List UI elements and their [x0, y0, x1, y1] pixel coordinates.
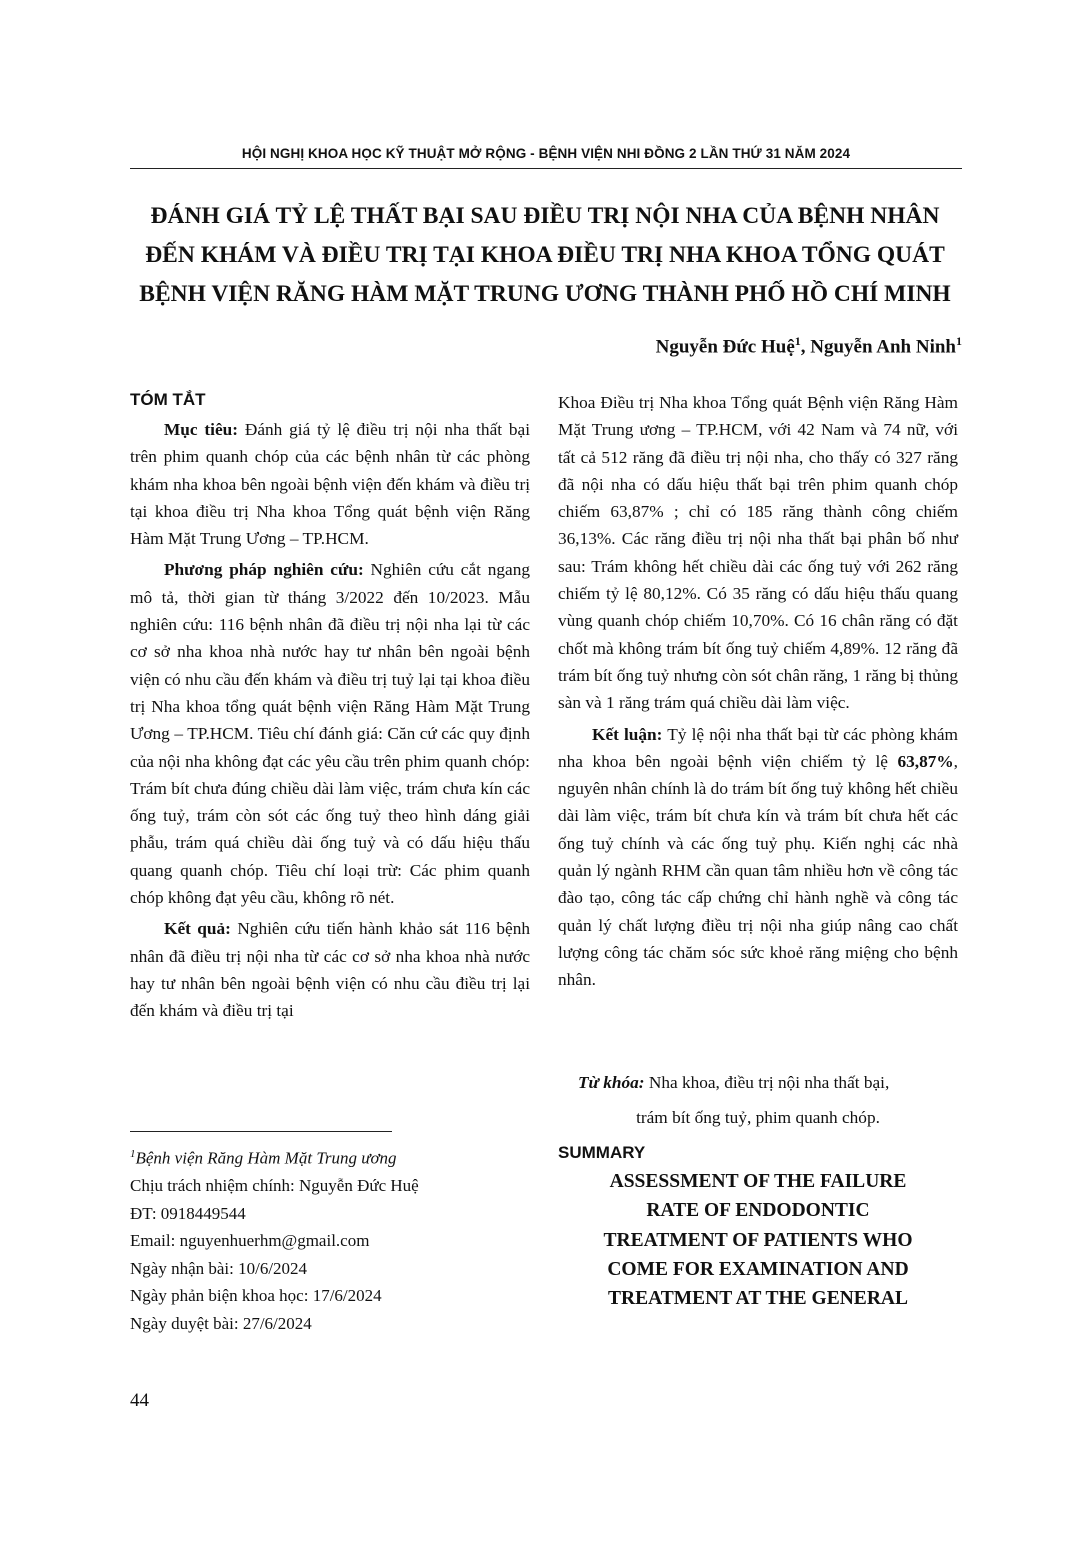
keywords-label: Từ khóa:: [578, 1073, 645, 1092]
affiliation-text: Bệnh viện Răng Hàm Mặt Trung ương: [135, 1148, 397, 1168]
methods-paragraph: [130, 556, 530, 911]
footnote-rule: [130, 1131, 392, 1132]
footnote-affiliation: [130, 1141, 530, 1172]
page-number: 44: [130, 1390, 149, 1411]
methods-text: Nghiên cứu cắt ngang mô tả, thời gian từ tháng 3/2022 đến 10/2023. Mẫu nghiên cứu: 116 bệnh nhân đã điều trị nội nha lại từ các cơ sở nha khoa nhà nước hay tư nhân bên ngoài bệnh viện có nhu cầu đến khám và điều trị tuỷ lại tại khoa điều trị Nha khoa tổng quát bệnh viện Răng Hàm Mặt Trung Ương – TP.HCM. Tiêu chí đánh giá: Căn cứ các quy định của nội nha không đạt các yêu cầu trên phim quanh chóp: Trám bít chưa đúng chiều dài làm việc, trám chưa kín các ống tuỷ, trám còn sót các ống tuỷ theo hình dáng giải phẫu, trám quá chiều dài ống tuỷ và có dấu hiệu thấu quang quanh chóp. Tiêu chí loại trừ: Các phim quanh chóp không đạt yêu cầu, không rõ nét.: [130, 560, 530, 908]
objective-label: Mục tiêu:: [164, 420, 239, 439]
title-line: ĐẾN KHÁM VÀ ĐIỀU TRỊ TẠI KHOA ĐIỀU TRỊ NHA KHOA TỔNG QUÁT: [145, 242, 945, 268]
footnotes: [130, 1141, 530, 1337]
running-header: HỘI NGHỊ KHOA HỌC KỸ THUẬT MỞ RỘNG - BỆNH VIỆN NHI ĐỒNG 2 LẦN THỨ 31 NĂM 2024: [241, 146, 851, 161]
title-line: BỆNH VIỆN RĂNG HÀM MẶT TRUNG ƯƠNG THÀNH PHỐ HỒ CHÍ MINH: [139, 281, 951, 307]
keywords-text: Nha khoa, điều trị nội nha thất bại,: [644, 1073, 890, 1092]
keywords-line: [558, 1069, 958, 1096]
footnote-phone: ĐT: 0918449544: [130, 1203, 246, 1223]
english-title-line: TREATMENT AT THE GENERAL: [608, 1288, 908, 1310]
results-label: Kết quả:: [164, 919, 231, 939]
abstract-left-column: [130, 416, 530, 1025]
author-separator: ,: [800, 336, 811, 358]
keywords-line: trám bít ống tuỷ, phim quanh chóp.: [636, 1108, 880, 1128]
conclusion-text: Tỷ lệ nội nha thất bại từ các phòng khám nha khoa bên ngoài bệnh viện chiếm tỷ lệ: [558, 724, 958, 771]
author-affiliation-mark: 1: [794, 334, 801, 348]
footnote-reviewed: Ngày phản biện khoa học: 17/6/2024: [130, 1286, 382, 1306]
objective-text: Đánh giá tỷ lệ điều trị nội nha thất bại trên phim quanh chóp của các bệnh nhân từ các phòng khám nha khoa bên ngoài bệnh viện đến khám và điều trị tại khoa điều trị Nha khoa Tổng quát bệnh viện Răng Hàm Mặt Trung Ương – TP.HCM.: [130, 420, 530, 549]
results-continued-paragraph: Khoa Điều trị Nha khoa Tổng quát Bệnh viện Răng Hàm Mặt Trung ương – TP.HCM, với 42 Nam và 74 nữ, với tất cả 512 răng đã điều trị nội nha, cho thấy có 327 răng đã nội nha có dấu hiệu thất bại trên phim quanh chóp chiếm 63,87% ; chỉ có 185 răng thành công chiếm 36,13%. Các răng điều trị nội nha thất bại phân bố như sau: Trám không hết chiều dài các ống tuỷ với 262 răng chiếm tỷ lệ 80,12%. Có 35 răng có dấu hiệu thấu quang vùng quanh chóp chiếm 10,70%. Có 16 chân răng có đặt chốt mà không trám bít ống tuỷ chiếm 4,89%. 12 răng đã trám bít ống tuỷ nhưng còn sót chân răng, 1 răng bị thủng sàn và 1 răng trám quá chiều dài làm việc.: [558, 393, 958, 713]
keywords: [558, 1069, 958, 1132]
results-text: Nghiên cứu tiến hành khảo sát 116 bệnh nhân đã điều trị nội nha từ các cơ sở nha khoa nhà nước hay tư nhân bên ngoài bệnh viện có nhu cầu điều trị lại đến khám và điều trị tại: [130, 919, 530, 1021]
paper-title: [110, 197, 980, 314]
footnote-corresponding: Chịu trách nhiệm chính: Nguyễn Đức Huệ: [130, 1176, 419, 1196]
english-title-line: ASSESSMENT OF THE FAILURE: [609, 1171, 907, 1192]
results-paragraph: [130, 915, 530, 1024]
conclusion-paragraph: [558, 721, 958, 994]
affiliation-mark: 1: [130, 1148, 136, 1160]
conclusion-rate: 63,87%: [897, 751, 954, 771]
english-title: [558, 1167, 958, 1313]
methods-label: Phương pháp nghiên cứu:: [164, 560, 364, 580]
footnote-received: Ngày nhận bài: 10/6/2024: [130, 1258, 308, 1278]
conclusion-text: , nguyên nhân chính là do trám bít ống tuỷ không hết chiều dài làm việc, trám bít chưa kín và trám bít chưa hết các ống tuỷ chính và các ống tuỷ phụ. Kiến nghị các nhà quản lý ngành RHM cần quan tâm nhiều hơn về công tác đào tạo, công tác cấp chứng chỉ hành nghề và công tác quản lý chất lượng điều trị nội nha giúp nâng cao chất lượng công tác chăm sóc sức khoẻ răng miệng cho bệnh nhân.: [558, 751, 958, 990]
english-title-line: RATE OF ENDODONTIC: [646, 1200, 870, 1222]
author-name: Nguyễn Anh Ninh: [810, 336, 956, 358]
header-rule: [130, 168, 962, 169]
english-title-line: TREATMENT OF PATIENTS WHO: [603, 1229, 913, 1251]
footnote-accepted: Ngày duyệt bài: 27/6/2024: [130, 1313, 312, 1333]
title-line: ĐÁNH GIÁ TỶ LỆ THẤT BẠI SAU ĐIỀU TRỊ NỘI NHA CỦA BỆNH NHÂN: [150, 203, 940, 229]
summary-heading: SUMMARY: [558, 1143, 646, 1162]
footnote-email: Email: nguyenhuerhm@gmail.com: [130, 1231, 370, 1251]
abstract-heading: TÓM TẮT: [130, 390, 206, 409]
author-list: [656, 334, 962, 358]
conclusion-label: Kết luận:: [592, 724, 663, 744]
author-name: Nguyễn Đức Huệ: [655, 336, 795, 358]
objective-paragraph: [130, 416, 530, 552]
english-title-line: COME FOR EXAMINATION AND: [607, 1258, 909, 1280]
abstract-right-column: [558, 389, 958, 994]
author-affiliation-mark: 1: [956, 334, 962, 348]
